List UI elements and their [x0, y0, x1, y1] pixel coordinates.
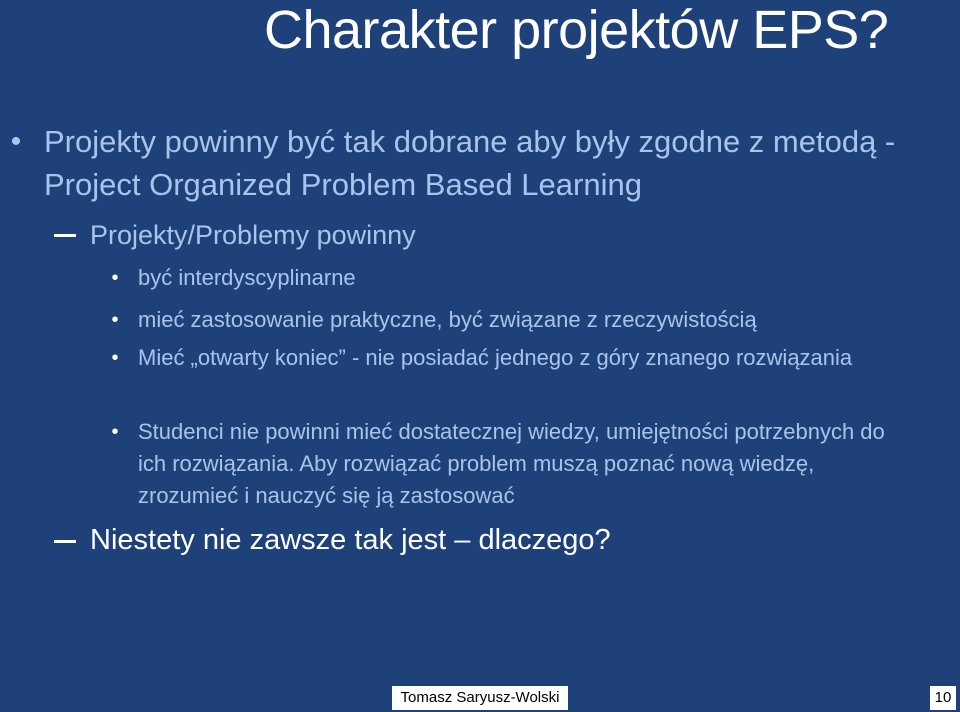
sub-item-text: Mieć „otwarty koniec” - nie posiadać jednego z góry znanego rozwiązania	[138, 345, 853, 370]
sub-item-4	[111, 416, 918, 512]
bullet-dot-icon: •	[111, 347, 119, 369]
slide-title: Charakter projektów EPS?	[264, 0, 889, 60]
final-line-text: Niestety nie zawsze tak jest – dlaczego?	[90, 524, 611, 556]
bullet-1-text: Projekty powinny być tak dobrane aby były zgodne z metodą - Project Organized Problem Based Learning	[44, 124, 896, 202]
bullet-dot-icon: •	[111, 267, 119, 289]
dash-icon	[54, 234, 76, 237]
dash-icon	[54, 540, 76, 543]
bullet-1	[10, 120, 924, 206]
sub-item-text: mieć zastosowanie praktyczne, być związane z rzeczywistością	[138, 307, 757, 332]
bullet-dot-icon: •	[10, 125, 22, 158]
sub-item-3	[111, 342, 918, 374]
sub-item-text: Studenci nie powinni mieć dostatecznej wiedzy, umiejętności potrzebnych do ich rozwiązania. Aby rozwiązać problem muszą poznać nową wiedzę, zrozumieć i nauczyć się ją zastosować	[138, 419, 885, 508]
sub-bullet-1	[90, 218, 940, 252]
final-line	[90, 522, 940, 558]
footer-author: Tomasz Saryusz-Wolski	[392, 686, 568, 710]
sub-bullet-1-text: Projekty/Problemy powinny	[90, 220, 416, 250]
sub-item-text: być interdyscyplinarne	[138, 265, 356, 290]
sub-item-1	[111, 262, 918, 294]
page-number: 10	[930, 686, 956, 710]
bullet-dot-icon: •	[111, 421, 119, 443]
bullet-dot-icon: •	[111, 309, 119, 331]
sub-item-2	[111, 304, 918, 336]
